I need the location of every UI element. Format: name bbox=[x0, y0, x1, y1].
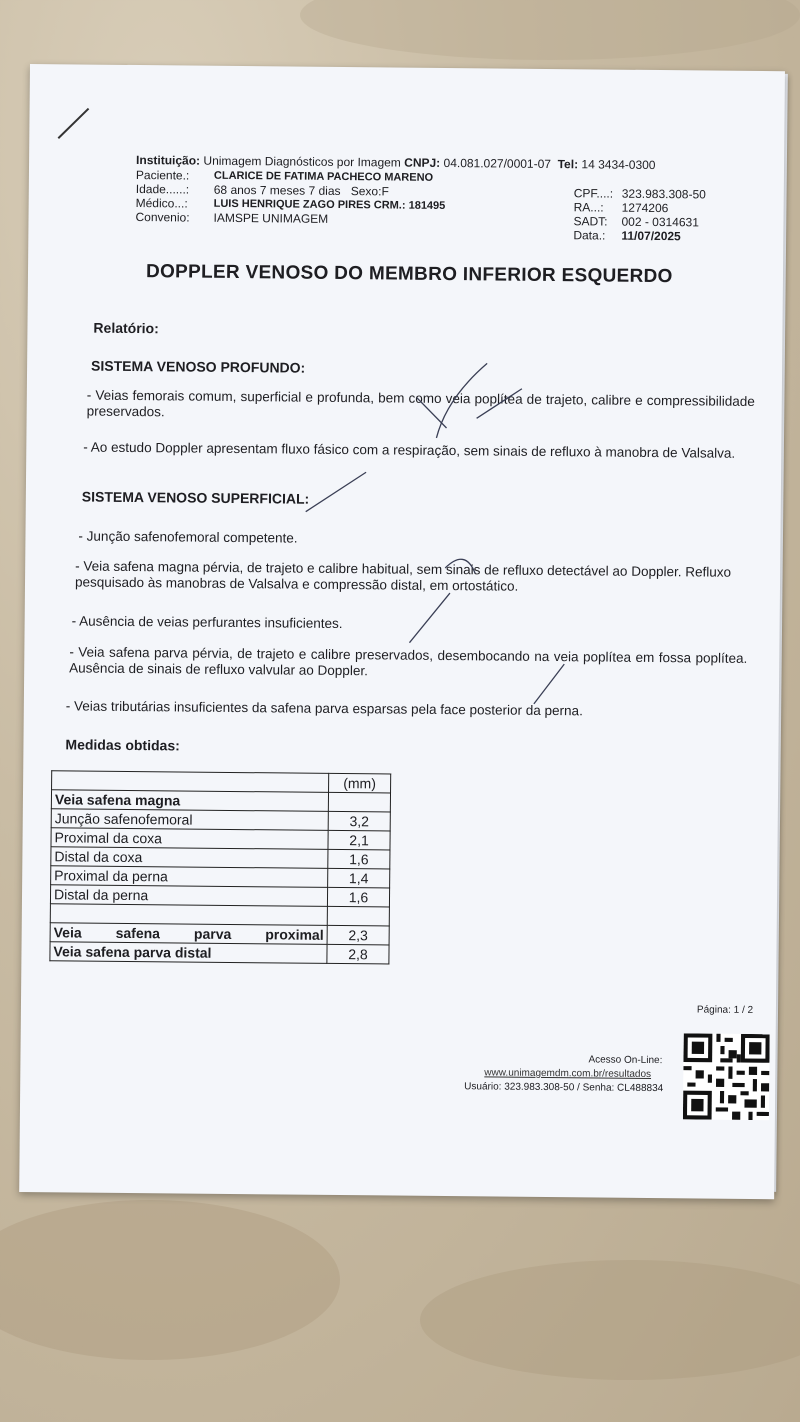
table-unit-header: (mm) bbox=[329, 773, 391, 793]
stone-texture bbox=[0, 1200, 340, 1360]
instituicao-label: Instituição: bbox=[136, 153, 201, 168]
report-paper bbox=[19, 64, 785, 1199]
table-cell-value: 1,4 bbox=[328, 868, 390, 888]
measurements-table bbox=[49, 770, 391, 964]
table-cell-value bbox=[327, 906, 389, 926]
table-cell-label: Distal da perna bbox=[50, 885, 327, 907]
convenio-label: Convenio: bbox=[135, 210, 190, 225]
table-row bbox=[50, 942, 389, 964]
paciente-label: Paciente.: bbox=[135, 168, 190, 183]
table-cell-label: Veia safena parva proximal bbox=[50, 923, 327, 945]
pen-mark bbox=[404, 548, 495, 649]
table-cell-value: 1,6 bbox=[328, 849, 390, 869]
table-row bbox=[50, 885, 389, 907]
acesso-label: Acesso On-Line: bbox=[588, 1054, 663, 1067]
superficial-paragraph-1: - Junção safenofemoral competente. bbox=[78, 528, 298, 546]
superficial-paragraph-5: - Veias tributárias insuficientes da safena parva esparsas pela face posterior da perna. bbox=[65, 698, 583, 719]
credentials-text: Usuário: 323.983.308-50 / Senha: CL488834 bbox=[464, 1081, 664, 1095]
table-cell-label: Veia safena magna bbox=[51, 790, 328, 812]
data-value: 11/07/2025 bbox=[621, 228, 681, 244]
ra-label: RA...: bbox=[573, 200, 604, 215]
section-superficial-title: SISTEMA VENOSO SUPERFICIAL: bbox=[81, 488, 310, 507]
pen-mark bbox=[54, 104, 94, 144]
table-cell-value: 2,8 bbox=[327, 944, 389, 964]
medico-label: Médico...: bbox=[135, 196, 188, 211]
ra-value: 1274206 bbox=[621, 200, 669, 216]
table-cell-value: 2,3 bbox=[327, 925, 389, 945]
cnpj-value: 04.081.027/0001-07 bbox=[443, 155, 552, 172]
table-row bbox=[51, 790, 390, 812]
paciente-value: CLARICE DE FATIMA PACHECO MARENO bbox=[213, 169, 434, 184]
table-cell-value: 3,2 bbox=[328, 811, 390, 831]
table-cell-value: 1,6 bbox=[327, 887, 389, 907]
section-profundo-title: SISTEMA VENOSO PROFUNDO: bbox=[91, 357, 306, 376]
results-link[interactable]: www.unimagemdm.com.br/resultados bbox=[484, 1067, 652, 1081]
tel-value: 14 3434-0300 bbox=[581, 157, 656, 173]
superficial-paragraph-4: - Veia safena parva pérvia, de trajeto e calibre preservados, desembocando na veia poplítea em fossa poplítea. Ausência de sinais de refluxo valvular ao Doppler. bbox=[69, 644, 748, 679]
table-row bbox=[50, 923, 389, 945]
cnpj-label: CNPJ: bbox=[404, 155, 441, 170]
table-cell-label: Distal da coxa bbox=[51, 847, 328, 869]
table-row bbox=[51, 847, 390, 869]
page-number: Página: 1 / 2 bbox=[696, 1004, 754, 1016]
instituicao-value: Unimagem Diagnósticos por Imagem bbox=[203, 153, 401, 170]
profundo-paragraph-1: - Veias femorais comum, superficial e profunda, bem como veia poplítea de trajeto, calibre e compressibilidade preservados. bbox=[86, 387, 755, 420]
tel-label: Tel: bbox=[557, 157, 579, 172]
table-row bbox=[51, 828, 390, 850]
convenio-value: IAMSPE UNIMAGEM bbox=[213, 210, 329, 226]
qr-code-icon[interactable] bbox=[683, 1033, 770, 1120]
table-cell-label: Junção safenofemoral bbox=[51, 809, 328, 831]
superficial-paragraph-3: - Ausência de veias perfurantes insuficientes. bbox=[71, 613, 343, 632]
table-cell-label: Veia safena parva distal bbox=[50, 942, 327, 964]
medidas-heading: Medidas obtidas: bbox=[65, 736, 180, 754]
stone-texture bbox=[300, 0, 800, 60]
table-row bbox=[51, 809, 390, 831]
sadt-label: SADT: bbox=[573, 214, 608, 229]
cpf-value: 323.983.308-50 bbox=[621, 186, 706, 202]
table-cell-value bbox=[328, 792, 390, 812]
superficial-paragraph-2: - Veia safena magna pérvia, de trajeto e calibre habitual, sem sinais de refluxo detectável ao Doppler. Refluxo pesquisado às manobras de Valsalva e compressão distal, em ortostático. bbox=[74, 558, 732, 594]
cpf-label: CPF....: bbox=[573, 186, 614, 201]
table-cell-value: 2,1 bbox=[328, 830, 390, 850]
data-label: Data.: bbox=[573, 228, 606, 243]
relatorio-heading: Relatório: bbox=[93, 319, 159, 337]
table-cell-label: Proximal da perna bbox=[51, 866, 328, 888]
table-cell-label: Proximal da coxa bbox=[51, 828, 328, 850]
sexo-value: Sexo:F bbox=[350, 184, 389, 199]
report-title: DOPPLER VENOSO DO MEMBRO INFERIOR ESQUERDO bbox=[145, 261, 673, 288]
table-row bbox=[51, 866, 390, 888]
profundo-paragraph-2: - Ao estudo Doppler apresentam fluxo fásico com a respiração, sem sinais de refluxo à manobra de Valsalva. bbox=[83, 439, 736, 461]
pen-mark bbox=[296, 467, 376, 518]
medico-value: LUIS HENRIQUE ZAGO PIRES CRM.: 181495 bbox=[213, 197, 446, 212]
pen-mark bbox=[524, 659, 574, 709]
idade-label: Idade......: bbox=[135, 182, 190, 197]
stone-texture bbox=[420, 1260, 800, 1380]
pen-mark bbox=[406, 358, 527, 449]
idade-value: 68 anos 7 meses 7 dias bbox=[213, 182, 341, 198]
sadt-value: 002 - 0314631 bbox=[621, 214, 699, 230]
